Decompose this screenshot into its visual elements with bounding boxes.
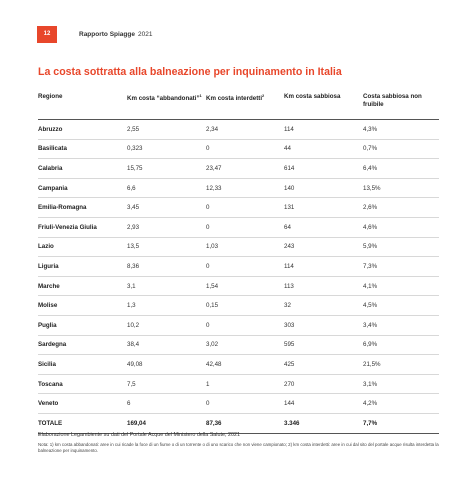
cell-non-fruibile: 21,5% <box>363 355 439 375</box>
table-row <box>38 374 439 394</box>
cell-km-abbandonati: 3,1 <box>127 276 206 296</box>
table-row <box>38 217 439 237</box>
cell-non-fruibile: 4,6% <box>363 217 439 237</box>
cell-km-abbandonati: 49,08 <box>127 355 206 375</box>
cell-km-sabbiosa: 44 <box>284 139 363 159</box>
cell-region: Campania <box>38 178 127 198</box>
cell-non-fruibile: 4,1% <box>363 276 439 296</box>
table-row <box>38 276 439 296</box>
cell-km-abbandonati: 8,36 <box>127 257 206 277</box>
column-header-km-abbandonati: Km costa “abbandonati”$^1$ <box>127 90 206 120</box>
cell-km-interdetti: 0 <box>206 394 284 414</box>
cell-km-abbandonati: 1,3 <box>127 296 206 316</box>
cell-non-fruibile: 3,4% <box>363 315 439 335</box>
cell-non-fruibile: 13,5% <box>363 178 439 198</box>
cell-km-sabbiosa: 270 <box>284 374 363 394</box>
cell-region: Veneto <box>38 394 127 414</box>
total-cell-km-abbandonati: 169,04 <box>127 413 206 433</box>
table-row <box>38 120 439 140</box>
column-header-region: Regione <box>38 90 127 120</box>
cell-region: Puglia <box>38 315 127 335</box>
column-header-km-sabbiosa: Km costa sabbiosa <box>284 90 363 120</box>
cell-km-sabbiosa: 614 <box>284 159 363 179</box>
source-caption: Elaborazione Legambiente su dati del Portale Acque del Ministero della Salute, 2021 <box>38 432 240 438</box>
table-row <box>38 257 439 277</box>
table-row <box>38 139 439 159</box>
cell-region: Lazio <box>38 237 127 257</box>
cell-km-sabbiosa: 32 <box>284 296 363 316</box>
cell-km-sabbiosa: 114 <box>284 120 363 140</box>
table-row <box>38 296 439 316</box>
table-header-row <box>38 90 439 120</box>
cell-region: Molise <box>38 296 127 316</box>
table-row <box>38 315 439 335</box>
total-cell-km-sabbiosa: 3.346 <box>284 413 363 433</box>
cell-km-abbandonati: 10,2 <box>127 315 206 335</box>
cell-km-abbandonati: 3,45 <box>127 198 206 218</box>
table-row <box>38 159 439 179</box>
cell-region: Liguria <box>38 257 127 277</box>
table-row <box>38 237 439 257</box>
cell-km-sabbiosa: 425 <box>284 355 363 375</box>
cell-km-interdetti: 0 <box>206 139 284 159</box>
cell-km-interdetti: 0 <box>206 315 284 335</box>
page-number-badge: 12 <box>37 26 57 43</box>
cell-km-sabbiosa: 64 <box>284 217 363 237</box>
cell-km-interdetti: 2,34 <box>206 120 284 140</box>
cell-region: Sardegna <box>38 335 127 355</box>
cell-km-interdetti: 42,48 <box>206 355 284 375</box>
cell-km-interdetti: 0 <box>206 198 284 218</box>
cell-region: Sicilia <box>38 355 127 375</box>
cell-non-fruibile: 4,3% <box>363 120 439 140</box>
cell-km-sabbiosa: 131 <box>284 198 363 218</box>
cell-km-interdetti: 12,33 <box>206 178 284 198</box>
cell-region: Abruzzo <box>38 120 127 140</box>
publication-name: Rapporto Spiagge <box>79 31 135 38</box>
cell-km-interdetti: 0 <box>206 217 284 237</box>
publication-year: 2021 <box>137 31 153 38</box>
total-cell-region: TOTALE <box>38 413 127 433</box>
cell-km-abbandonati: 15,75 <box>127 159 206 179</box>
cell-km-abbandonati: 2,55 <box>127 120 206 140</box>
cell-km-abbandonati: 0,323 <box>127 139 206 159</box>
cell-km-sabbiosa: 595 <box>284 335 363 355</box>
cell-km-sabbiosa: 144 <box>284 394 363 414</box>
cell-region: Emilia-Romagna <box>38 198 127 218</box>
cell-km-abbandonati: 7,5 <box>127 374 206 394</box>
cell-non-fruibile: 5,9% <box>363 237 439 257</box>
cell-km-sabbiosa: 113 <box>284 276 363 296</box>
total-cell-non-fruibile: 7,7% <box>363 413 439 433</box>
cell-km-interdetti: 1,03 <box>206 237 284 257</box>
cell-km-sabbiosa: 243 <box>284 237 363 257</box>
cell-km-interdetti: 1 <box>206 374 284 394</box>
cell-km-sabbiosa: 140 <box>284 178 363 198</box>
cell-km-abbandonati: 38,4 <box>127 335 206 355</box>
cell-km-sabbiosa: 114 <box>284 257 363 277</box>
table-row <box>38 335 439 355</box>
cell-non-fruibile: 4,5% <box>363 296 439 316</box>
table-row <box>38 394 439 414</box>
cell-region: Toscana <box>38 374 127 394</box>
table-row <box>38 355 439 375</box>
cell-non-fruibile: 2,6% <box>363 198 439 218</box>
cell-km-interdetti: 23,47 <box>206 159 284 179</box>
cell-km-abbandonati: 6 <box>127 394 206 414</box>
table-row <box>38 198 439 218</box>
cell-km-abbandonati: 6,6 <box>127 178 206 198</box>
total-cell-km-interdetti: 87,36 <box>206 413 284 433</box>
cell-km-abbandonati: 13,5 <box>127 237 206 257</box>
cell-non-fruibile: 6,9% <box>363 335 439 355</box>
column-header-non-fruibile: Costa sabbiosa non fruibile <box>363 90 439 120</box>
cell-region: Friuli-Venezia Giulia <box>38 217 127 237</box>
cell-region: Calabria <box>38 159 127 179</box>
column-header-km-interdetti: Km costa interdetti$^2$ <box>206 90 284 120</box>
cell-non-fruibile: 0,7% <box>363 139 439 159</box>
cell-km-interdetti: 0,15 <box>206 296 284 316</box>
table-row <box>38 178 439 198</box>
cell-km-sabbiosa: 303 <box>284 315 363 335</box>
footnote: Nota: 1) km costa abbandonati: aree in cui ricade la foce di un fiume o di un torrente o di uno scarico che non viene campionato; 2) km costa interdetti: aree in cui dal sito del portale acque risulta interdetta la balneazione per inquinamento. <box>38 442 439 454</box>
cell-non-fruibile: 6,4% <box>363 159 439 179</box>
cell-non-fruibile: 3,1% <box>363 374 439 394</box>
table-total-row <box>38 413 439 433</box>
cell-km-abbandonati: 2,93 <box>127 217 206 237</box>
cell-region: Basilicata <box>38 139 127 159</box>
cell-km-interdetti: 3,02 <box>206 335 284 355</box>
cell-km-interdetti: 1,54 <box>206 276 284 296</box>
cell-non-fruibile: 7,3% <box>363 257 439 277</box>
pollution-coast-table <box>38 90 439 434</box>
cell-km-interdetti: 0 <box>206 257 284 277</box>
running-header <box>79 31 152 38</box>
page-title: La costa sottratta alla balneazione per inquinamento in Italia <box>38 66 342 78</box>
cell-region: Marche <box>38 276 127 296</box>
cell-non-fruibile: 4,2% <box>363 394 439 414</box>
